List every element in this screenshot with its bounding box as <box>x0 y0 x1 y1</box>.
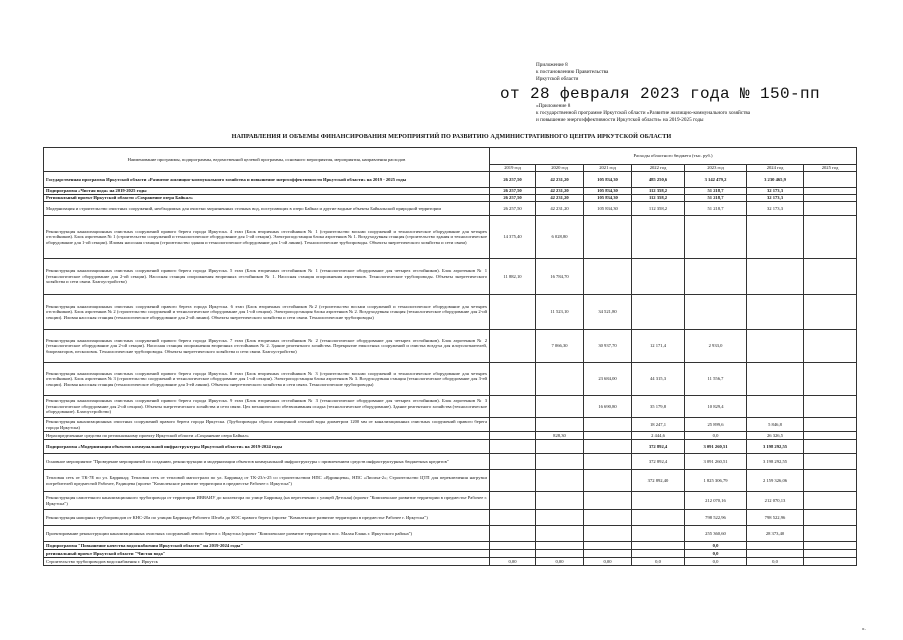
row-value: 42 231,20 <box>536 195 584 202</box>
row-value <box>536 470 584 492</box>
year-header: 2023 год <box>685 165 747 172</box>
row-value <box>804 470 857 492</box>
row-value: 3 230 465,9 <box>747 172 804 188</box>
row-value: 3 198 292,55 <box>747 440 804 454</box>
row-value <box>804 330 857 363</box>
row-value <box>584 492 632 510</box>
row-name: Реконструкция канализационных очистных сооружений правого берега города Иркутска. 5 этап (Блок вторичных отстойников № 1 (технологическое оборудование для четырех отстойников). Блок аэротенков № 1 (технологическое оборудование для 2-ой секции). Насосная станция опорожнения вторичных отстойников № 1. Насосная станция опорожнения аэротенков. Технологические трубопроводы. Объекты энергетического хозяйства и сети связи. Благоустройство) <box>44 259 490 295</box>
appendix-header <box>536 62 608 84</box>
year-header: 2019 год <box>490 165 536 172</box>
row-value: 26 257,50 <box>490 188 536 195</box>
row-value <box>490 363 536 396</box>
row-value: 0,0 <box>632 558 685 566</box>
row-name: Подпрограмма "Повышение качества водоснабжения Иркутской области" на 2019-2024 годы" <box>44 542 490 550</box>
table-row <box>44 558 857 566</box>
row-value: 798 522,96 <box>685 510 747 526</box>
row-name: Государственная программа Иркутской области «Развитие жилищно-коммунального хозяйства и повышение энергоэффективности Иркутской области» на 2019 - 2025 годы <box>44 172 490 188</box>
row-value <box>804 542 857 550</box>
row-name: Подпрограмма «Чистая вода» на 2019-2025 годы <box>44 188 490 195</box>
row-value: 30 937,70 <box>584 330 632 363</box>
appendix-line: Иркутской области <box>536 76 579 83</box>
row-value: 16 784,70 <box>536 259 584 295</box>
row-value: 0,00 <box>490 558 536 566</box>
decree-date-number: от 28 февраля 2023 года № 150-пп <box>500 85 821 103</box>
row-name: Реконструкция канализационных очистных сооружений правого берега города Иркутска. 7 этап (Блок вторичных отстойников № 2 (технологическое оборудование для четырех отстойников). Блок аэротенков № 2 (технологическое оборудование для 2-ой секции). Насосная станция опорожнения вторичных отстойников № 2. Здание реагентного хозяйства. Перекрытие емкостных сооружений и очистка воздуха для илоуплотнителей, биореакторов, песколовок. Технологические трубопроводы. Объекты энергетического хозяйства и сети связи. Благоустройство) <box>44 330 490 363</box>
table-row <box>44 510 857 526</box>
table-row <box>44 418 857 432</box>
row-value <box>632 550 685 558</box>
row-value: 798 522,96 <box>747 510 804 526</box>
row-value: 23 684,00 <box>584 363 632 396</box>
row-value <box>490 454 536 470</box>
row-value <box>747 259 804 295</box>
row-value: 0,00 <box>536 558 584 566</box>
table-row <box>44 195 857 202</box>
row-value: 372 892,40 <box>632 470 685 492</box>
row-value: 3 091 260,51 <box>685 440 747 454</box>
row-value: 32 173,3 <box>747 188 804 195</box>
row-value: 25 899,6 <box>685 418 747 432</box>
table-row <box>44 454 857 470</box>
row-value <box>747 216 804 259</box>
row-value <box>804 188 857 195</box>
row-value: 372 892,4 <box>632 454 685 470</box>
row-value <box>584 418 632 432</box>
row-value <box>584 510 632 526</box>
row-value: 112 358,2 <box>632 195 685 202</box>
row-value: 16 690,80 <box>584 396 632 418</box>
row-value: 6 028,80 <box>536 216 584 259</box>
row-value <box>747 396 804 418</box>
row-name: Строительство трубопроводов водоснабжения г. Иркутск <box>44 558 490 566</box>
row-name: Реконструкция самотечного канализационного трубопровода от территории ИВВАИУ до коллектора по улице Баррикад (на пересечении с улицей Детская) (проект "Комплексное развитие территории в предместье Рабочее г. Иркутска") <box>44 492 490 510</box>
financing-table <box>43 147 857 566</box>
row-value: 1 825 306,79 <box>685 470 747 492</box>
row-value <box>584 216 632 259</box>
table-row <box>44 526 857 542</box>
appendix-line: Приложение 8 <box>536 62 568 68</box>
row-value: 10 829,4 <box>685 396 747 418</box>
row-value: 212 070,13 <box>747 492 804 510</box>
row-value: 2 159 326,06 <box>747 470 804 492</box>
row-value: 5 846,8 <box>747 418 804 432</box>
row-value: 42 231,20 <box>536 202 584 216</box>
row-value <box>632 492 685 510</box>
row-value <box>536 396 584 418</box>
table-row <box>44 259 857 295</box>
row-value <box>804 432 857 440</box>
row-value: 7 066,30 <box>536 330 584 363</box>
row-value: 34 521,80 <box>584 295 632 330</box>
row-value: 255 360,60 <box>685 526 747 542</box>
row-value: 212 070,16 <box>685 492 747 510</box>
row-value <box>632 542 685 550</box>
row-value <box>490 440 536 454</box>
year-header: 2024 год <box>747 165 804 172</box>
table-row <box>44 432 857 440</box>
row-value: 2 933,0 <box>685 330 747 363</box>
row-value: 51 218,7 <box>685 195 747 202</box>
row-value <box>685 259 747 295</box>
row-value <box>804 510 857 526</box>
row-value <box>804 418 857 432</box>
row-name: Модернизация и строительство очистных сооружений, необходимых для очистки загрязненных сточных вод, поступающих в озеро Байкал и другие водные объекты Байкальской природной территории <box>44 202 490 216</box>
row-value <box>747 330 804 363</box>
row-value: 0,0 <box>685 558 747 566</box>
row-name: Реконструкция канализационных очистных сооружений правого берега города Иркутска. 9 этап (Блок вторичных отстойников № 3 (технологическое оборудование для четырех отстойников). Блок аэротенков № 3 (технологическое оборудование для 2-ой секции). Объекты энергетического хозяйства и сети связи. Цех механического обезвоживания осадка (технологическое оборудование). Здание реагентного хозяйства (технологическое оборудование). Благоустройство) <box>44 396 490 418</box>
row-value <box>804 526 857 542</box>
row-value <box>584 550 632 558</box>
row-value: 18 247,1 <box>632 418 685 432</box>
row-value: 0,0 <box>685 550 747 558</box>
row-value <box>490 550 536 558</box>
row-value: 485 250,6 <box>632 172 685 188</box>
budget-column-header: Расходы областного бюджета (тыс. руб.) <box>490 148 857 165</box>
row-value: 0,0 <box>685 432 747 440</box>
row-value: 42 231,20 <box>536 172 584 188</box>
row-value <box>536 363 584 396</box>
row-value: 51 218,7 <box>685 188 747 195</box>
row-value <box>536 440 584 454</box>
table-row <box>44 470 857 492</box>
row-value <box>747 295 804 330</box>
row-value <box>490 396 536 418</box>
appendix-line: к постановлению Правительства <box>536 69 609 76</box>
row-value: 105 834,30 <box>584 188 632 195</box>
row-name: Реконструкция канализационных очистных сооружений правого берега города Иркутска. 6 этап (Блок вторичных отстойников №2 (строительство восьми сооружений и технологическое оборудование для четырех отстойников). Блок аэротенков № 2 (строительство сооружений и технологическое оборудование для 1-ой секции). Электроподстанция блока аэротенков № 2. Воздуходувная станция (технологическое оборудование для 2-ой секции). Иловая насосная станция (технологическое оборудование для 2-ой линии). Объекты энергетического хозяйства и сети связи. Технологические трубопроводы) <box>44 295 490 330</box>
row-value <box>584 432 632 440</box>
table-row <box>44 550 857 558</box>
row-value: 11 556,7 <box>685 363 747 396</box>
row-value <box>804 216 857 259</box>
row-value <box>584 259 632 295</box>
row-value <box>536 492 584 510</box>
row-value: 105 834,30 <box>584 172 632 188</box>
row-value <box>490 432 536 440</box>
table-row <box>44 330 857 363</box>
row-value <box>584 470 632 492</box>
row-value <box>804 172 857 188</box>
row-value: 11 523,10 <box>536 295 584 330</box>
table-header-row <box>44 148 857 165</box>
row-value: 3 198 292,55 <box>747 454 804 470</box>
row-value <box>584 542 632 550</box>
row-value <box>804 202 857 216</box>
program-appendix-header <box>536 103 750 125</box>
row-value: 35 179,8 <box>632 396 685 418</box>
row-value <box>584 526 632 542</box>
row-value <box>632 510 685 526</box>
row-value <box>490 295 536 330</box>
row-name: Тепловая сеть от ТК-7Е по ул. Баррикад; Тепловая сеть от тепловой магистрали по ул. Баррикад от ТК-23/з-25 со строительством НПС «Ядринцева», НПС «Лисиха-2»; Строительство ЦТП для переключения нагрузки потребителей предместий Рабочее, Радищева (проект "Комплексное развитие территории в предместье Рабочее г. Иркутска") <box>44 470 490 492</box>
row-value: 44 315,3 <box>632 363 685 396</box>
row-value: 828,30 <box>536 432 584 440</box>
row-value: 105 834,30 <box>584 195 632 202</box>
table-row <box>44 188 857 195</box>
row-value <box>490 470 536 492</box>
document-title: НАПРАВЛЕНИЯ И ОБЪЕМЫ ФИНАНСИРОВАНИЯ МЕРОПРИЯТИЙ ПО РАЗВИТИЮ АДМИНИСТРАТИВНОГО ЦЕНТРА ИРКУТСКОЙ ОБЛАСТИ <box>231 133 672 140</box>
row-value: 105 834,30 <box>584 202 632 216</box>
row-value <box>536 418 584 432</box>
row-name: Основное мероприятие "Проведение мероприятий по созданию, реконструкции и модернизации объектов коммунальной инфраструктуры с привлечением средств инфраструктурных бюджетных кредитов" <box>44 454 490 470</box>
row-value <box>747 363 804 396</box>
row-value <box>584 440 632 454</box>
row-value: 51 218,7 <box>685 202 747 216</box>
row-name: Проектирование реконструкции канализационных очистных сооружений левого берега г. Иркутска (проект "Комплексное развитие территории в пос. Малая Елань г. Иркутского района") <box>44 526 490 542</box>
row-value <box>490 418 536 432</box>
row-name: Реконструкция канализационных очистных сооружений правого берега города Иркутска. 4 этап (Блок вторичных отстойников № 1 (строительство восьми сооружений и технологическое оборудование для четырех отстойников). Блок аэротенков № 1 (строительство сооружений и технологическое оборудование для 1-ой секции). Электроподстанция блока аэротенков № 1. Воздуходувная станция (строительство здания и технологическое оборудование для 1-ой секции). Иловая насосная станция (строительство здания и технологическое оборудование для 1-ой линии). Технологические трубопроводы. Объекты энергетического хозяйства и сети связи) <box>44 216 490 259</box>
year-header: 2020 год <box>536 165 584 172</box>
program-line: «Приложение 8 <box>536 103 571 109</box>
row-value: 32 173,3 <box>747 202 804 216</box>
row-name: региональный проект Иркутской области "Чистая вода" <box>44 550 490 558</box>
row-name: Подпрограмма «Модернизация объектов коммунальной инфраструктуры Иркутской области» на 2019-2024 годы <box>44 440 490 454</box>
row-value: 0,0 <box>747 558 804 566</box>
row-value <box>804 396 857 418</box>
row-value <box>804 295 857 330</box>
row-name: Реконструкция канализационных очистных сооружений правого берега города Иркутска. (Трубопроводы сброса очищенной сточной воды диаметром 1200 мм от канализационных очистных сооружений правого берега города Иркутска) <box>44 418 490 432</box>
row-value <box>747 550 804 558</box>
table-row <box>44 542 857 550</box>
row-value <box>632 259 685 295</box>
row-value: 112 358,2 <box>632 202 685 216</box>
row-value: 3 142 479,2 <box>685 172 747 188</box>
row-name: Региональный проект Иркутской области «Сохранение озера Байкал» <box>44 195 490 202</box>
end-quote-mark: ». <box>862 627 866 632</box>
row-value <box>804 454 857 470</box>
row-value: 12 171,4 <box>632 330 685 363</box>
row-value: 3 091 260,51 <box>685 454 747 470</box>
row-name: Реконструкция канализационных очистных сооружений правого берега города Иркутска. 8 этап (Блок вторичных отстойников № 3 (строительство восьми сооружений и технологическое оборудование для четырех отстойников). Блок аэротенков № 3 (строительство сооружений и технологическое оборудование для 1-ой секции). Электроподстанция блока аэротенков № 3. Воздуходувная станция (технологическое оборудование для 3-ей секции). Иловая насосная станция (технологическое оборудование для 3-ей линии). Объекты энергетического хозяйства и сети связи. Технологические трубопроводы) <box>44 363 490 396</box>
row-value <box>584 454 632 470</box>
row-value <box>536 550 584 558</box>
table-row <box>44 295 857 330</box>
row-value <box>685 216 747 259</box>
row-value <box>490 542 536 550</box>
row-value <box>685 295 747 330</box>
table-row <box>44 492 857 510</box>
table-row <box>44 172 857 188</box>
row-value <box>804 259 857 295</box>
row-value: 28 373,40 <box>747 526 804 542</box>
row-value <box>490 526 536 542</box>
row-value: 11 882,10 <box>490 259 536 295</box>
row-value <box>747 542 804 550</box>
program-line: и повышение энергоэффективности Иркутской области» на 2019-2025 годы <box>536 117 704 124</box>
table-row <box>44 216 857 259</box>
row-value <box>536 510 584 526</box>
row-value: 372 892,4 <box>632 440 685 454</box>
row-value: 26 326,5 <box>747 432 804 440</box>
row-value <box>536 526 584 542</box>
row-value: 26 257,50 <box>490 172 536 188</box>
row-value <box>632 216 685 259</box>
row-value: 26 257,50 <box>490 202 536 216</box>
year-header: 2022 год <box>632 165 685 172</box>
row-value <box>490 510 536 526</box>
row-name: Реконструкция напорных трубопроводов от КНС-20а по улицам Баррикад-Рабочего Штаба до КОС правого берега (проект "Комплексное развитие территории в предместье Рабочее г. Иркутска") <box>44 510 490 526</box>
row-value: 2 444,6 <box>632 432 685 440</box>
row-value: 112 358,2 <box>632 188 685 195</box>
row-value <box>804 550 857 558</box>
row-value: 32 173,3 <box>747 195 804 202</box>
row-value <box>490 330 536 363</box>
table-row <box>44 440 857 454</box>
row-value: 42 231,20 <box>536 188 584 195</box>
program-line: к государственной программе Иркутской области «Развитие жилищно-коммунального хозяйства <box>536 110 751 117</box>
row-value <box>536 454 584 470</box>
name-column-header: Наименование программы, подпрограммы, ведомственной целевой программы, основного мероприятия, мероприятия, направления расходов <box>44 148 490 172</box>
row-value: 0,00 <box>584 558 632 566</box>
row-value <box>804 363 857 396</box>
row-value <box>804 440 857 454</box>
row-value: 0,0 <box>685 542 747 550</box>
row-value: 26 257,50 <box>490 195 536 202</box>
year-header: 2025 год <box>804 165 857 172</box>
row-value <box>632 526 685 542</box>
table-row <box>44 396 857 418</box>
row-value <box>536 542 584 550</box>
row-value <box>490 492 536 510</box>
table-row <box>44 363 857 396</box>
row-value <box>804 558 857 566</box>
row-value: 14 375,40 <box>490 216 536 259</box>
row-name: Нераспределенные средства по региональному проекту Иркутской области «Сохранение озера Байкал» <box>44 432 490 440</box>
row-value <box>632 295 685 330</box>
row-value <box>804 195 857 202</box>
table-row <box>44 202 857 216</box>
year-header: 2021 год <box>584 165 632 172</box>
row-value <box>804 492 857 510</box>
